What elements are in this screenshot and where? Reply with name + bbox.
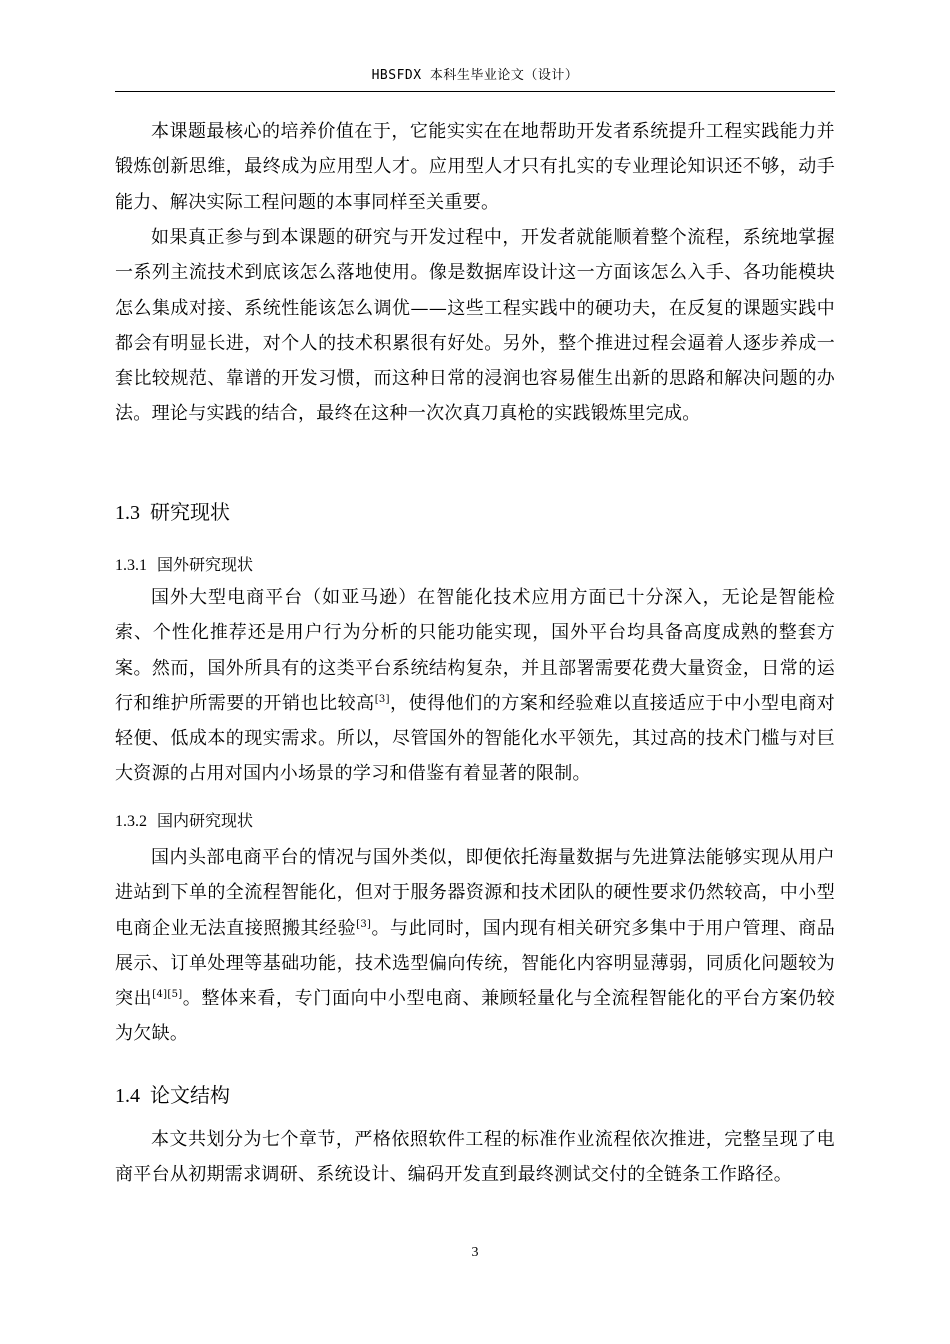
section-number: 1.4: [115, 1085, 140, 1107]
citation-mark: [3]: [356, 918, 372, 930]
citation-mark: [3]: [374, 693, 390, 705]
subsection-number: 1.3.2: [115, 813, 147, 830]
paragraph-thesis-structure: 本文共划分为七个章节，严格依照软件工程的标准作业流程依次推进，完整呈现了电商平台从初期需求调研、系统设计、编码开发直到最终测试交付的全链条工作路径。: [115, 1129, 835, 1186]
section-title: 研究现状: [150, 500, 230, 524]
running-header: HBSFDX 本科生毕业论文（设计）: [371, 68, 579, 83]
section-heading-1-3: [115, 496, 230, 525]
subsection-title: 国内研究现状: [157, 811, 254, 830]
subsection-number: 1.3.1: [115, 557, 147, 574]
paragraph-text: 。整体来看，专门面向中小型电商、兼顾轻量化与全流程智能化的平台方案仍较为欠缺。: [115, 988, 835, 1045]
paragraph-text: 国内头部电商平台的情况与国外类似，即便依托海量数据与先进算法能够实现从用户进站到下单的全流程智能化，但对于服务器资源和技术团队的硬性要求仍然较高，中小型电商企业无法直接照搬其经验: [115, 847, 835, 939]
paragraph-practice-process: 如果真正参与到本课题的研究与开发过程中，开发者就能顺着整个流程，系统地掌握一系列主流技术到底该怎么落地使用。像是数据库设计这一方面该怎么入手、各功能模块怎么集成对接、系统性能该怎么调优——这些工程实践中的硬功夫，在反复的课题实践中都会有明显长进，对个人的技术积累很有好处。另外，整个推进过程会逼着人逐步养成一套比较规范、靠谱的开发习惯，而这种日常的浸润也容易催生出新的思路和解决问题的办法。理论与实践的结合，最终在这种一次次真刀真枪的实践锻炼里完成。: [115, 227, 835, 425]
paragraph-domestic-research: [115, 840, 835, 1052]
subsection-title: 国外研究现状: [157, 555, 254, 574]
paragraph-foreign-research: [115, 580, 835, 792]
paragraph-training-value: 本课题最核心的培养价值在于，它能实实在在地帮助开发者系统提升工程实践能力并锻炼创新思维，最终成为应用型人才。应用型人才只有扎实的专业理论知识还不够，动手能力、解决实际工程问题的本事同样至关重要。: [115, 121, 835, 213]
header-rule: [115, 91, 835, 92]
paragraph-text: 。与此同时，国内现有相关研究多集中于用户管理、商品展示、订单处理等基础功能，技术选型偏向传统，智能化内容明显薄弱，同质化问题较为突出: [115, 917, 835, 1010]
subsection-heading-1-3-1: [115, 552, 253, 575]
subsection-heading-1-3-2: [115, 808, 253, 831]
page-number: 3: [471, 1245, 479, 1260]
section-title: 论文结构: [150, 1083, 230, 1107]
paragraph-text: ，使得他们的方案和经验难以直接适应于中小型电商对轻便、低成本的现实需求。所以，尽管国外的智能化水平领先，其过高的技术门槛与对巨大资源的占用对国内小场景的学习和借鉴有着显著的限制。: [115, 692, 836, 785]
section-heading-1-4: [115, 1079, 230, 1108]
paragraph-text: 国外大型电商平台（如亚马逊）在智能化技术应用方面已十分深入，无论是智能检索、个性化推荐还是用户行为分析的只能功能实现，国外平台均具备高度成熟的整套方案。然而，国外所具有的这类平台系统结构复杂，并且部署需要花费大量资金，日常的运行和维护所需要的开销也比较高: [115, 587, 835, 714]
citation-mark: [4][5]: [152, 989, 183, 1001]
section-number: 1.3: [115, 502, 140, 524]
